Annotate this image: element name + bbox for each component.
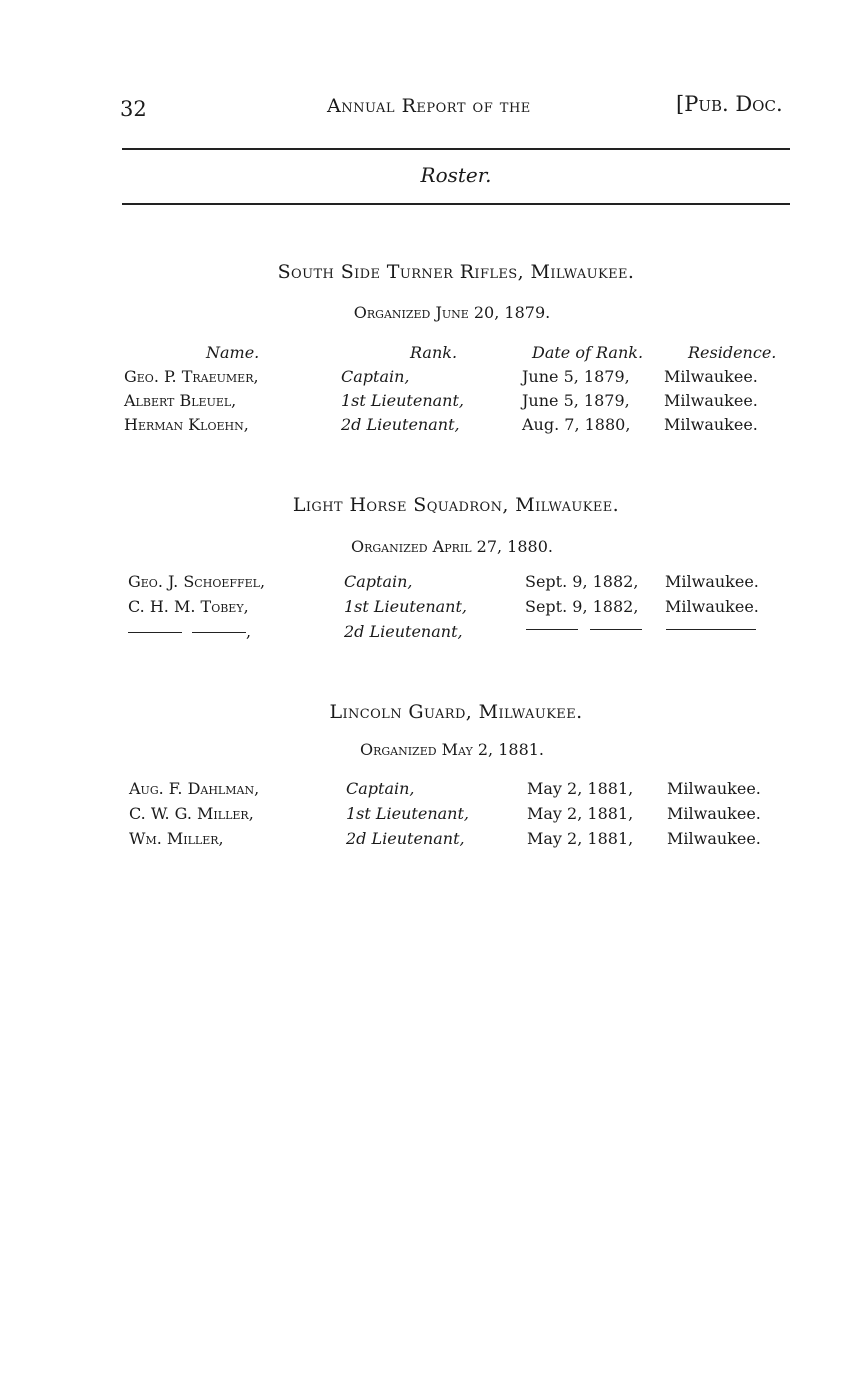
officer-rank: 2d Lieutenant, [346, 829, 465, 848]
column-header-row [0, 343, 851, 367]
residence: Milwaukee. [664, 391, 758, 410]
roster-row [0, 391, 851, 415]
page-number: 32 [120, 97, 147, 121]
unit-organized: Organized April 27, 1880. [351, 537, 553, 556]
officer-name: Aug. F. Dahlman, [129, 779, 260, 798]
column-header-rank: Rank. [410, 343, 458, 362]
vacant-name-comma: , [246, 622, 252, 641]
roster-row [0, 804, 851, 828]
rank-date: June 5, 1879, [522, 367, 630, 386]
officer-rank: 1st Lieutenant, [346, 804, 469, 823]
unit-title: Light Horse Squadron, Milwaukee. [292, 494, 620, 516]
rank-date: Aug. 7, 1880, [522, 415, 631, 434]
officer-name: C. H. M. Tobey, [128, 597, 249, 616]
officer-name: C. W. G. Miller, [129, 804, 254, 823]
roster-row [0, 597, 851, 621]
residence: Milwaukee. [667, 829, 761, 848]
officer-name: Geo. P. Traeumer, [124, 367, 259, 386]
residence: Milwaukee. [664, 415, 758, 434]
roster-row-vacant [0, 622, 851, 646]
officer-rank: 1st Lieutenant, [341, 391, 464, 410]
roster-row [0, 367, 851, 391]
rank-date: May 2, 1881, [527, 804, 634, 823]
residence: Milwaukee. [667, 804, 761, 823]
residence: Milwaukee. [665, 572, 759, 591]
officer-rank: Captain, [344, 572, 413, 591]
section-title: Roster. [420, 163, 492, 187]
roster-row [0, 829, 851, 853]
officer-rank: 2d Lieutenant, [344, 622, 463, 641]
unit-title: South Side Turner Rifles, Milwaukee. [277, 261, 635, 283]
running-head: Annual Report of the [327, 95, 531, 117]
residence: Milwaukee. [664, 367, 758, 386]
top-rule [122, 148, 790, 150]
roster-row [0, 779, 851, 803]
rank-date: Sept. 9, 1882, [525, 597, 639, 616]
column-header-name: Name. [206, 343, 260, 362]
vacant-date-blank [526, 619, 642, 638]
officer-rank: Captain, [341, 367, 410, 386]
officer-rank: 2d Lieutenant, [341, 415, 460, 434]
rank-date: Sept. 9, 1882, [525, 572, 639, 591]
rank-date: May 2, 1881, [527, 829, 634, 848]
officer-rank: 1st Lieutenant, [344, 597, 467, 616]
bottom-rule [122, 203, 790, 205]
officer-name: Geo. J. Schoeffel, [128, 572, 266, 591]
officer-name: Wm. Miller, [129, 829, 224, 848]
residence: Milwaukee. [665, 597, 759, 616]
unit-title: Lincoln Guard, Milwaukee. [329, 701, 583, 723]
officer-rank: Captain, [346, 779, 415, 798]
roster-row [0, 572, 851, 596]
column-header-residence: Residence. [688, 343, 777, 362]
residence: Milwaukee. [667, 779, 761, 798]
officer-name: Herman Kloehn, [124, 415, 249, 434]
officer-name: Albert Bleuel, [124, 391, 237, 410]
rank-date: June 5, 1879, [522, 391, 630, 410]
column-header-date: Date of Rank. [532, 343, 644, 362]
roster-row [0, 415, 851, 439]
rank-date: May 2, 1881, [527, 779, 634, 798]
document-label: [Pub. Doc. [676, 92, 783, 116]
unit-organized: Organized May 2, 1881. [359, 740, 545, 759]
vacant-name-blank [128, 622, 251, 641]
unit-organized: Organized June 20, 1879. [353, 303, 551, 322]
vacant-residence-blank [666, 619, 756, 638]
